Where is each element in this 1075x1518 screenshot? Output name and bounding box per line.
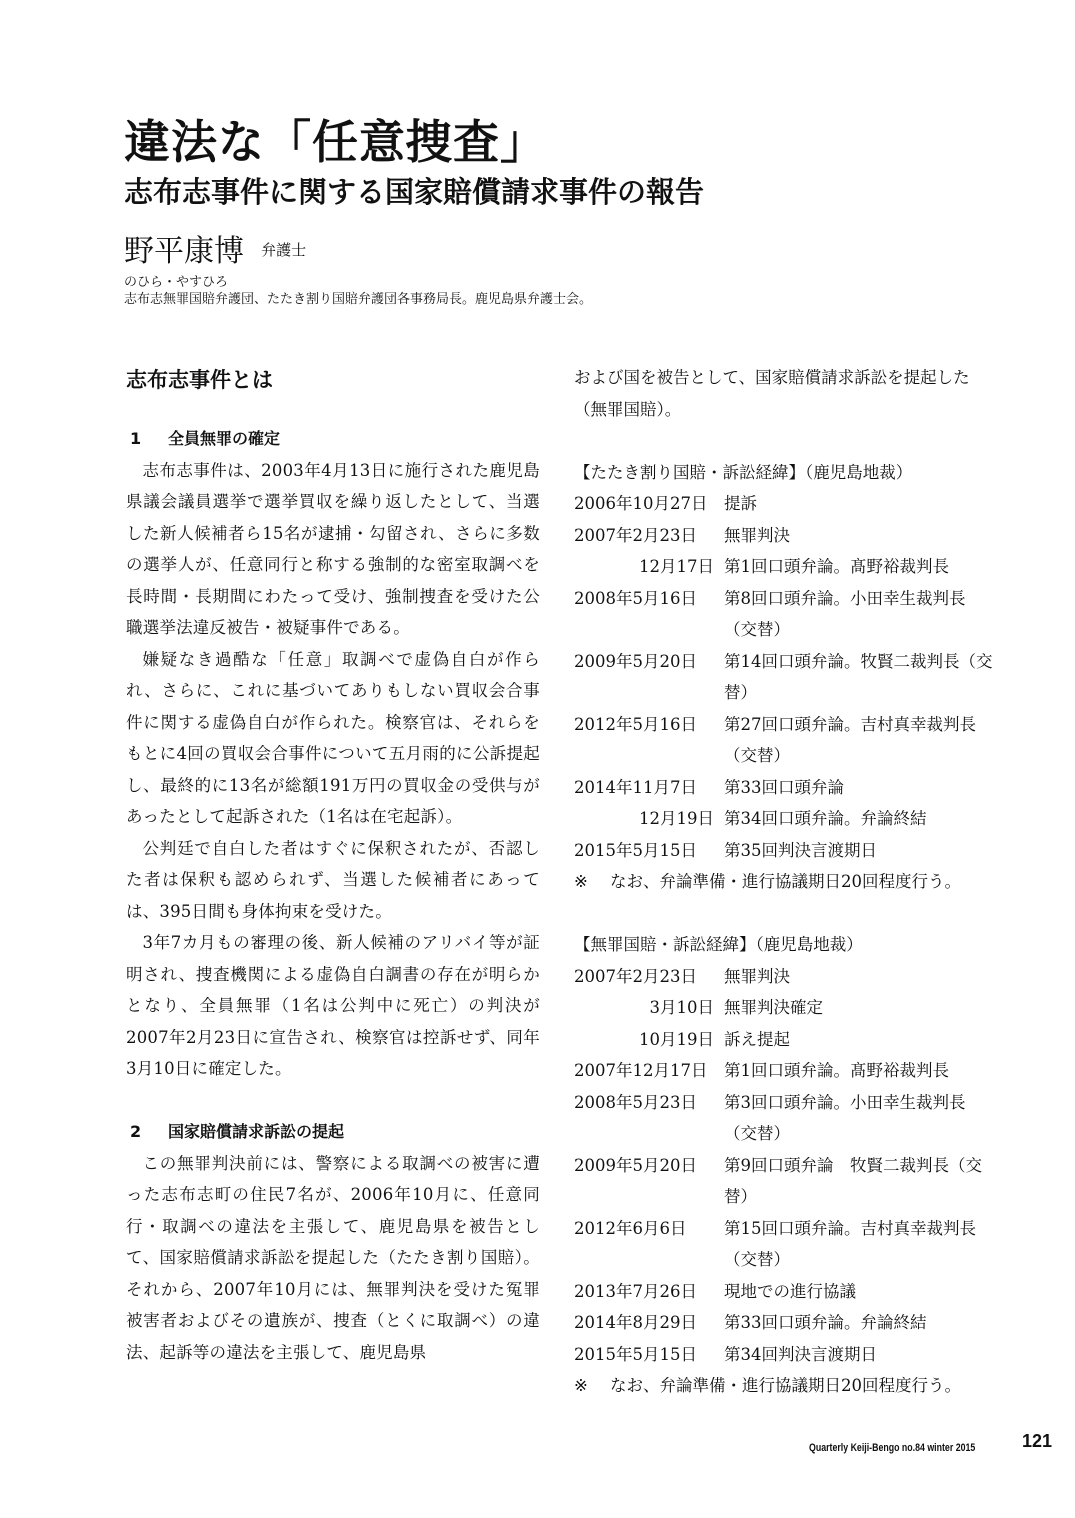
timeline-row — [574, 835, 994, 867]
timeline-row — [574, 1276, 994, 1308]
timeline-date: 2012年5月16日 — [574, 714, 697, 734]
timeline-event: 第9回口頭弁論 牧賢二裁判長（交替） — [724, 1155, 982, 1206]
timeline-event: 訴え提起 — [724, 1029, 790, 1049]
timeline-row — [574, 1307, 994, 1339]
timeline-row — [574, 1213, 994, 1276]
timeline-event: 第14回口頭弁論。牧賢二裁判長（交替） — [724, 651, 993, 702]
note-text: なお、弁論準備・進行協議期日20回程度行う。 — [610, 872, 961, 891]
page-footer — [809, 1431, 1053, 1456]
timeline-note — [574, 1370, 994, 1402]
timeline-event: 第8回口頭弁論。小田幸生裁判長（交替） — [724, 588, 966, 639]
timeline-event: 無罪判決 — [724, 966, 790, 986]
timeline-row — [574, 1055, 994, 1087]
timeline-row — [574, 583, 994, 646]
timeline-date: 2008年5月16日 — [574, 588, 697, 608]
subsection-heading-1 — [126, 423, 540, 455]
timeline-row — [574, 551, 994, 583]
subsection-title: 全員無罪の確定 — [168, 429, 281, 448]
timeline-event: 第15回口頭弁論。吉村真幸裁判長（交替） — [724, 1218, 976, 1269]
timeline-date: 2015年5月15日 — [574, 840, 697, 860]
subsection-title: 国家賠償請求訴訟の提起 — [168, 1122, 345, 1141]
article-subtitle: 志布志事件に関する国家賠償請求事件の報告 — [124, 175, 705, 209]
paragraph: 3年7カ月もの審理の後、新人候補のアリバイ等が証明され、捜査機関による虚偽自白調書の存在が明らかとなり、全員無罪（1名は公判中に死亡）の判決が2007年2月23日に宣告され、検察官は控訴せず、同年3月10日に確定した。 — [126, 933, 540, 1078]
note-mark: ※ — [574, 1376, 588, 1395]
timeline-event: 第1回口頭弁論。髙野裕裁判長 — [724, 1061, 949, 1080]
timeline-event: 第34回口頭弁論。弁論終結 — [724, 809, 927, 828]
timeline-date: 10月19日 — [639, 1029, 714, 1049]
timeline-date: 2006年10月27日 — [574, 494, 708, 513]
timeline-row — [574, 992, 994, 1024]
timeline-row — [574, 803, 994, 835]
author-name: 野平康博 — [124, 234, 244, 269]
timeline-rows — [574, 961, 994, 1371]
timeline-date: 2014年11月7日 — [574, 777, 697, 797]
timeline-event: 第33回口頭弁論。弁論終結 — [724, 1313, 927, 1332]
subsection-heading-2 — [126, 1116, 540, 1148]
timeline-date: 2009年5月20日 — [574, 651, 697, 671]
timeline-row — [574, 520, 994, 552]
paragraph: 公判廷で自白した者はすぐに保釈されたが、否認した者は保釈も認められず、当選した候補者にあっては、395日間も身体拘束を受けた。 — [126, 838, 540, 921]
right-column — [574, 362, 994, 1402]
timeline-date: 2009年5月20日 — [574, 1155, 697, 1175]
timeline-event: 第34回判決言渡期日 — [724, 1344, 877, 1364]
paragraph-continued: および国を被告として、国家賠償請求訴訟を提起した（無罪国賠）。 — [574, 368, 970, 419]
timeline-event: 第3回口頭弁論。小田幸生裁判長（交替） — [724, 1092, 966, 1143]
subsection-number: 1 — [130, 429, 142, 448]
timeline-date: 3月10日 — [649, 998, 714, 1017]
timeline-event: 第35回判決言渡期日 — [724, 840, 877, 860]
note-mark: ※ — [574, 872, 588, 891]
timeline-event: 現地での進行協議 — [724, 1281, 856, 1301]
author-line — [124, 230, 306, 274]
timeline-date: 12月17日 — [639, 557, 714, 576]
timeline-date: 2014年8月29日 — [574, 1313, 697, 1332]
timeline-heading: 【たたき割り国賠・訴訟経緯】（鹿児島地裁） — [574, 462, 913, 482]
timeline-row — [574, 772, 994, 804]
paragraph: 志布志事件は、2003年4月13日に施行された鹿児島県議会議員選挙で選挙買収を繰り返したとして、当選した新人候補者ら15名が逮捕・勾留され、さらに多数の選挙人が、任意同行と称する強制的な密室取調べを長時間・長期間にわたって受け、強制捜査を受けた公職選挙法違反被告・被疑事件である。 — [126, 460, 540, 637]
timeline-date: 2012年6月6日 — [574, 1218, 687, 1238]
paragraph: この無罪判決前には、警察による取調べの被害に遭った志布志町の住民7名が、2006年10月に、任意同行・取調べの違法を主張して、鹿児島県を被告として、国家賠償請求訴訟を提起した（たたき割り国賠）。それから、2007年10月には、無罪判決を受けた冤罪被害者およびその遺族が、捜査（とくに取調べ）の違法、起訴等の違法を主張して、鹿児島県 — [126, 1153, 540, 1362]
author-affiliation: 志布志無罪国賠弁護団、たたき割り国賠弁護団各事務局長。鹿児島県弁護士会。 — [124, 292, 593, 307]
timeline-event: 第27回口頭弁論。吉村真幸裁判長（交替） — [724, 714, 976, 765]
timeline-event: 第33回口頭弁論 — [724, 777, 844, 797]
timeline-event: 提訴 — [724, 494, 757, 513]
timeline-date: 2007年2月23日 — [574, 525, 697, 545]
timeline-muzai — [574, 929, 994, 1402]
timeline-date: 2007年2月23日 — [574, 966, 697, 986]
timeline-date: 12月19日 — [639, 809, 714, 828]
timeline-tatakiwari — [574, 457, 994, 898]
timeline-row — [574, 961, 994, 993]
note-text: なお、弁論準備・進行協議期日20回程度行う。 — [610, 1376, 961, 1395]
timeline-event: 第1回口頭弁論。髙野裕裁判長 — [724, 557, 949, 576]
article-title: 違法な「任意捜査」 — [124, 115, 547, 169]
timeline-row — [574, 1339, 994, 1371]
author-role: 弁護士 — [261, 241, 307, 259]
timeline-row — [574, 488, 994, 520]
timeline-row — [574, 646, 994, 709]
page-number: 121 — [1022, 1431, 1053, 1451]
timeline-date: 2015年5月15日 — [574, 1344, 697, 1364]
subsection-number: 2 — [130, 1122, 142, 1141]
timeline-date: 2008年5月23日 — [574, 1092, 697, 1112]
timeline-row — [574, 1087, 994, 1150]
timeline-row — [574, 1024, 994, 1056]
timeline-note — [574, 866, 994, 898]
timeline-heading: 【無罪国賠・訴訟経緯】（鹿児島地裁） — [574, 935, 863, 954]
timeline-event: 無罪判決確定 — [724, 998, 823, 1017]
timeline-date: 2013年7月26日 — [574, 1281, 697, 1301]
section-title: 志布志事件とは — [126, 367, 273, 392]
timeline-date: 2007年12月17日 — [574, 1061, 708, 1080]
author-reading: のひら・やすひろ — [124, 275, 229, 290]
left-column — [126, 362, 540, 1368]
timeline-row — [574, 709, 994, 772]
timeline-row — [574, 1150, 994, 1213]
timeline-event: 無罪判決 — [724, 525, 790, 545]
timeline-rows — [574, 488, 994, 866]
journal-name: Quarterly Keiji-Bengo no.84 winter 2015 — [809, 1442, 976, 1454]
paragraph: 嫌疑なき過酷な「任意」取調べで虚偽自白が作られ、さらに、これに基づいてありもしない買収会合事件に関する虚偽自白が作られた。検察官は、それらをもとに4回の買収会合事件について五月雨的に公訴提起し、最終的に13名が総額191万円の買収金の受供与があったとして起訴された（1名は在宅起訴）。 — [126, 649, 540, 826]
